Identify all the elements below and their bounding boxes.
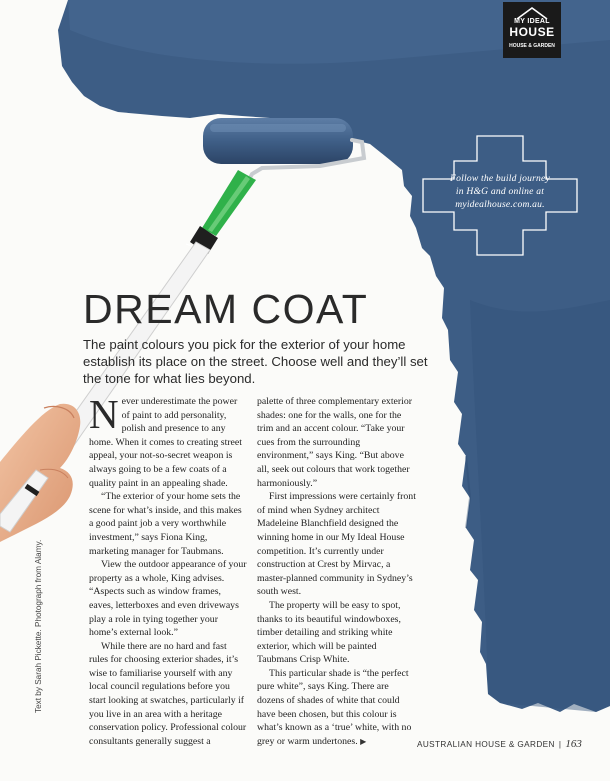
body-column-2	[257, 395, 417, 748]
magazine-name: AUSTRALIAN HOUSE & GARDEN	[417, 740, 555, 749]
body-paragraph: View the outdoor appearance of your property as a whole, King advises. “Aspects such as window frames, eaves, letterboxes and even driveways play a role in tying together your home’s external look.”	[89, 559, 247, 639]
body-paragraph: This particular shade is “the perfect pure white”, says King. There are dozens of shades of white that could have been chosen, but this colour is what’s known as a ‘true’ white, with no grey or warm undertones. ▶	[257, 667, 412, 747]
body-paragraph: The property will be easy to spot, thanks to its beautiful windowboxes, timber detailing and striking white exterior, which will be painted Taubmans Crisp White.	[257, 599, 401, 666]
footer-separator: |	[558, 740, 562, 749]
body-paragraph: First impressions were certainly front of mind when Sydney architect Madeleine Blanchfield designed the winning home in our My Ideal House competition. It’s currently under construction at Crest by Mirvac, a master-planned community in Sydney’s south west.	[257, 491, 416, 598]
body-paragraph: palette of three complementary exterior shades: one for the walls, one for the trim and an accent colour. “Take your cues from the surrounding environment,” says King. “But above all, seek out colours that work together harmoniously.”	[257, 396, 413, 489]
badge-line: Follow the build journey	[450, 173, 550, 184]
body-paragraph: “The exterior of your home sets the scene for what’s inside, and this makes a good paint job a very worthwhile investment,” says Fiona King, marketing manager for Taubmans.	[89, 491, 242, 557]
logo-line-3: HOUSE & GARDEN	[509, 43, 555, 49]
drop-cap: N	[89, 391, 119, 437]
body-paragraph: While there are no hard and fast rules for choosing exterior shades, it’s wise to familiarise yourself with any local council regulations before you start looking at swatches, particularly if you live in an area with a heritage conservation policy. Professional colour consultants generally suggest a	[89, 640, 247, 747]
body-column-1	[89, 391, 247, 748]
my-ideal-house-logo	[503, 2, 561, 58]
logo-line-2: HOUSE	[509, 25, 555, 39]
photo-credit: Text by Sarah Pickette. Photograph from Alamy.	[34, 539, 43, 713]
page-footer	[417, 738, 582, 750]
logo-line-1: MY IDEAL	[514, 18, 550, 25]
badge-line: in H&G and online at	[455, 186, 545, 197]
standfirst: The paint colours you pick for the exterior of your home establish its place on the street. Choose well and they’ll set the tone for what lies beyond.	[83, 337, 428, 386]
badge-line: myidealhouse.com.au.	[455, 199, 545, 210]
badge-text	[426, 172, 574, 211]
headline: DREAM COAT	[83, 286, 369, 332]
body-paragraph: Never underestimate the power of paint to add personality, polish and presence to any home. When it comes to creating street appeal, your not-so-secret weapon is always going to be a few coats of a quality paint in an appealing shade.	[89, 391, 242, 489]
next-arrow-icon: ▶	[360, 736, 367, 746]
page-number: 163	[565, 738, 582, 750]
